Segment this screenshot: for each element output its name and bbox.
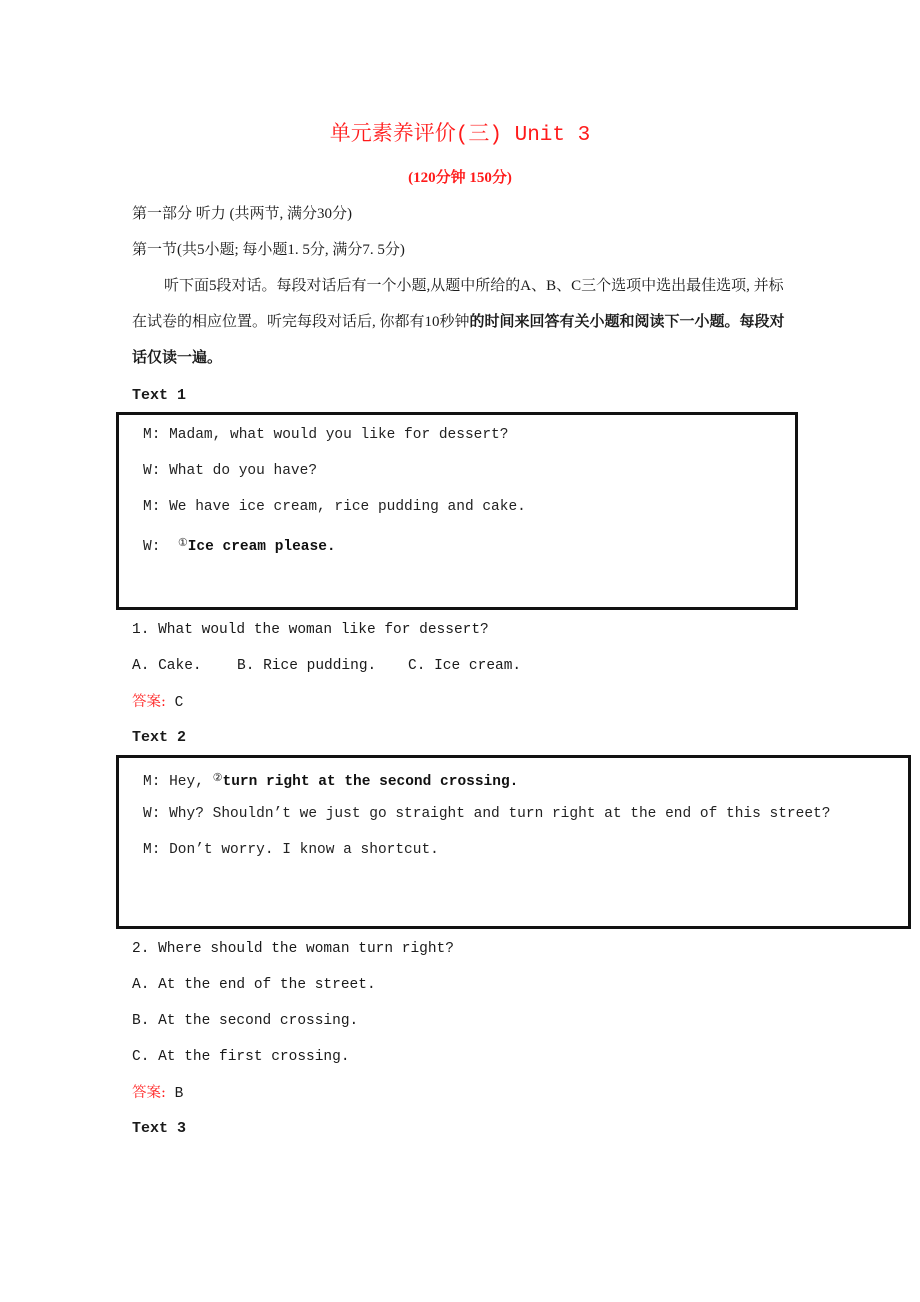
circled-number-2-marker: ② xyxy=(212,771,223,784)
speaker: W: xyxy=(143,806,161,822)
utterance-emphasized: Ice cream please. xyxy=(187,539,336,555)
speaker: W: xyxy=(143,539,161,555)
text-2-dialogue-box xyxy=(116,755,911,929)
instructions-bold: 的时间来回答有关小题和阅读下一小题。每段对话仅读一遍。 xyxy=(132,314,785,366)
circled-number-1-marker: ① xyxy=(177,536,188,549)
option-c: C. At the first crossing. xyxy=(132,1049,350,1065)
utterance: We have ice cream, rice pudding and cake. xyxy=(169,499,526,515)
question-1: 1. What would the woman like for dessert? xyxy=(132,622,489,638)
speaker: M: xyxy=(143,774,161,790)
dialogue-line xyxy=(143,840,439,860)
option-c: C. Ice cream. xyxy=(408,658,522,674)
dialogue-line xyxy=(143,533,336,557)
utterance: Don’t worry. I know a shortcut. xyxy=(169,842,439,858)
speaker: M: xyxy=(143,499,161,515)
utterance: What do you have? xyxy=(169,463,318,479)
speaker: W: xyxy=(143,463,161,479)
speaker: M: xyxy=(143,427,161,443)
text-2-label: Text 2 xyxy=(132,729,187,746)
answer-label: 答案: xyxy=(132,1085,166,1101)
dialogue-line xyxy=(143,768,518,792)
document-subtitle: (120分钟 150分) xyxy=(408,170,512,186)
option-a: A. Cake. xyxy=(132,658,202,674)
answer-value: B xyxy=(174,1086,184,1102)
answer-2 xyxy=(132,1083,183,1104)
utterance: Why? Shouldn’t we just go straight and turn right at the end of this street? xyxy=(169,806,831,822)
text-3-label: Text 3 xyxy=(132,1120,187,1137)
option-b: B. At the second crossing. xyxy=(132,1013,359,1029)
utterance-emphasized: turn right at the second crossing. xyxy=(222,774,519,790)
question-1-options xyxy=(132,656,521,676)
text-1-label: Text 1 xyxy=(132,387,187,404)
speaker: M: xyxy=(143,842,161,858)
dialogue-line xyxy=(143,425,508,445)
section-heading: 第一节(共5小题; 每小题1. 5分, 满分7. 5分) xyxy=(132,242,405,258)
document-title: 单元素养评价(三) Unit 3 xyxy=(329,124,591,147)
answer-1 xyxy=(132,692,183,713)
utterance: Madam, what would you like for dessert? xyxy=(169,427,509,443)
text-1-dialogue-box xyxy=(116,412,798,610)
dialogue-line xyxy=(143,804,830,824)
part-heading: 第一部分 听力 (共两节, 满分30分) xyxy=(132,206,352,222)
answer-label: 答案: xyxy=(132,694,166,710)
question-2: 2. Where should the woman turn right? xyxy=(132,941,454,957)
dialogue-line xyxy=(143,497,526,517)
instructions-normal: 听下面5段对话。每段对话后有一个小题,从题中所给的A、B、C三个选项中选出最佳选项, 并标在试卷的相应位置。听完每段对话后, 你都有10秒钟 xyxy=(132,278,784,330)
answer-value: C xyxy=(174,695,184,711)
option-a: A. At the end of the street. xyxy=(132,977,376,993)
option-b: B. Rice pudding. xyxy=(237,658,377,674)
dialogue-line xyxy=(143,461,317,481)
utterance-prefix: Hey, xyxy=(169,774,204,790)
instructions-paragraph xyxy=(132,268,792,376)
